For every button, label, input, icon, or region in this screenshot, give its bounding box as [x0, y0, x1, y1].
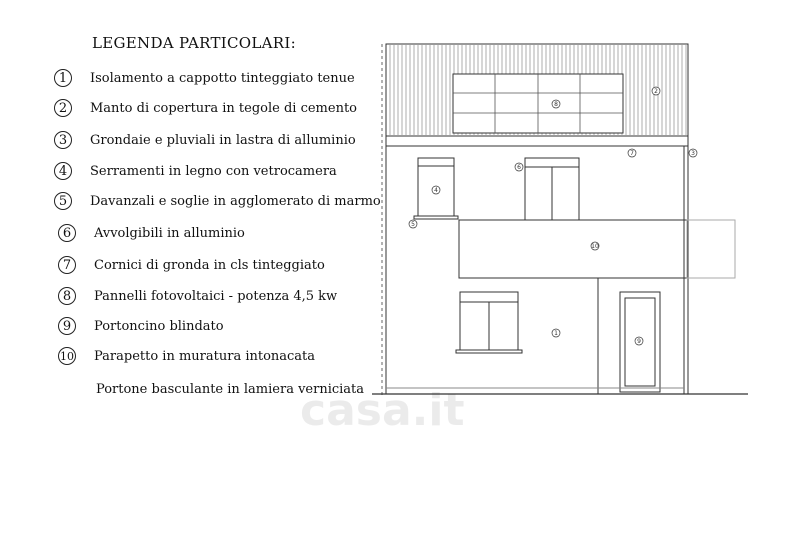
window-sill	[414, 216, 458, 219]
svg-text:6: 6	[517, 164, 521, 171]
marker-parapet	[591, 242, 599, 250]
garage-bay	[598, 278, 684, 394]
legend-text: Grondaie e pluviali in lastra di alluminio	[90, 132, 356, 148]
legend-text: Serramenti in legno con vetrocamera	[90, 163, 337, 179]
svg-text:3: 3	[691, 150, 695, 157]
marker-gutter	[689, 149, 697, 157]
legend-number: 1	[54, 69, 72, 87]
balcony-extension	[687, 220, 735, 278]
svg-text:4: 4	[434, 187, 438, 194]
marker-roof	[652, 87, 660, 95]
legend-extra-text: Portone basculante in lamiera verniciata	[96, 382, 365, 397]
marker-wall	[552, 329, 560, 337]
legend-number: 3	[54, 131, 72, 149]
legend-text: Isolamento a cappotto tinteggiato tenue	[90, 70, 355, 86]
facade-wall	[386, 146, 684, 394]
legend-text: Davanzali e soglie in agglomerato di marmo	[90, 193, 381, 209]
marker-cornice	[628, 149, 636, 157]
legend-text: Cornici di gronda in cls tinteggiato	[94, 257, 325, 273]
legend-text: Pannelli fotovoltaici - potenza 4,5 kw	[94, 288, 338, 304]
legend-number: 10	[58, 347, 76, 365]
lower-window-sill	[456, 350, 522, 353]
legend-number: 7	[58, 256, 76, 274]
legend-number: 8	[58, 287, 76, 305]
balcony-parapet	[459, 220, 687, 278]
marker-door	[635, 337, 643, 345]
legend-text: Manto di copertura in tegole di cemento	[90, 100, 358, 116]
marker-sill	[409, 220, 417, 228]
watermark: casa.it	[300, 385, 465, 436]
svg-text:5: 5	[411, 221, 415, 228]
marker-window-upper	[432, 186, 440, 194]
svg-text:7: 7	[630, 150, 634, 157]
svg-text:9: 9	[637, 338, 641, 345]
legend-number: 2	[54, 99, 72, 117]
cornice	[386, 136, 688, 146]
svg-text:2: 2	[654, 88, 658, 95]
svg-text:8: 8	[554, 101, 558, 108]
marker-panels	[552, 100, 560, 108]
legend-number: 9	[58, 317, 76, 335]
legend-number: 5	[54, 192, 72, 210]
legend-number: 6	[58, 224, 76, 242]
legend-title: LEGENDA PARTICOLARI:	[92, 34, 296, 52]
legend-text: Avvolgibili in alluminio	[94, 225, 245, 241]
marker-window-shutter	[515, 163, 523, 171]
svg-text:10: 10	[591, 243, 599, 250]
legend-text: Parapetto in muratura intonacata	[94, 348, 316, 364]
legend-text: Portoncino blindato	[94, 318, 224, 334]
legend-number: 4	[54, 162, 72, 180]
svg-text:1: 1	[554, 330, 558, 337]
